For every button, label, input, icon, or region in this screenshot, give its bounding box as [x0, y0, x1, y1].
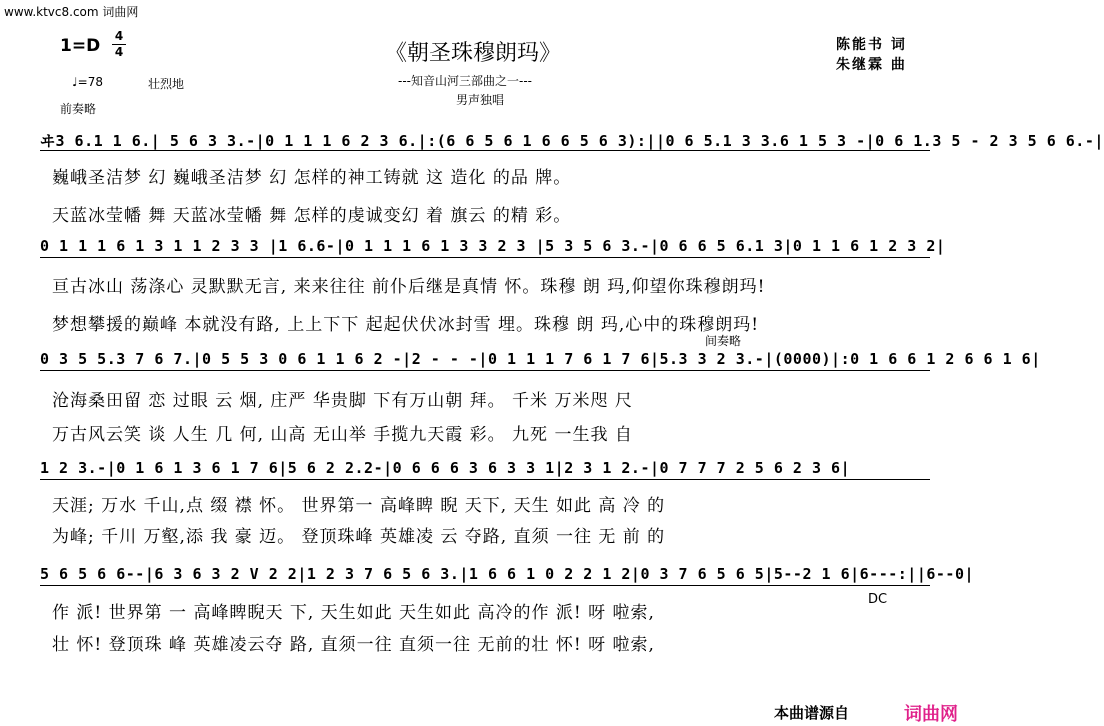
prelude-label: 前奏略 [60, 102, 97, 116]
lyric-line-5a: 作 派! 世界第 一 高峰睥睨天 下, 天生如此 天生如此 高冷的作 派! 呀 啦索, [52, 603, 655, 623]
song-title: 《朝圣珠穆朗玛》 [385, 41, 562, 66]
underline-2 [40, 257, 930, 258]
composer-credit: 朱继霖 曲 [836, 57, 907, 73]
tempo-mark: ♩=78 [72, 75, 103, 89]
lyric-line-2a: 亘古冰山 荡涤心 灵默默无言, 来来往往 前仆后继是真情 怀。珠穆 朗 玛,仰望你珠穆朗玛! [52, 277, 766, 297]
staff-line-1: ヰ3 6.1 1 6.| 5 6 3 3.-|0 1 1 1 6 2 3 6.|:(6 6 5 6 1 6 6 5 6 3):||0 6 5.1 3 3.6 1 5 3 -|0 6 1.3 5 - 2 3 5 6 6.-| [40, 132, 1104, 150]
lyricist-credit: 陈能书 词 [836, 37, 907, 53]
lyric-line-4b: 为峰; 千川 万壑,添 我 豪 迈。 登顶珠峰 英雄凌 云 夺路, 直须 一往 无 前 的 [52, 527, 666, 547]
underline-1 [40, 150, 930, 151]
site-watermark: www.ktvc8.com 词曲网 [4, 5, 139, 19]
time-signature [112, 30, 126, 59]
lyric-line-1b: 天蓝冰莹幡 舞 天蓝冰莹幡 舞 怎样的虔诚变幻 着 旗云 的精 彩。 [52, 206, 572, 226]
lyric-line-1a: 巍峨圣洁梦 幻 巍峨圣洁梦 幻 怎样的神工铸就 这 造化 的品 牌。 [52, 168, 572, 188]
lyric-line-2b: 梦想攀援的巅峰 本就没有路, 上上下下 起起伏伏冰封雪 埋。珠穆 朗 玛,心中的珠穆朗玛! [52, 315, 760, 335]
lyric-line-3a: 沧海桑田留 恋 过眼 云 烟, 庄严 华贵脚 下有万山朝 拜。 千米 万米咫 尺 [52, 391, 633, 411]
performer-note: 男声独唱 [456, 93, 505, 107]
staff-line-5: 5 6 5 6 6--|6 3 6 3 2 V 2 2|1 2 3 7 6 5 6 3.|1 6 6 1 0 2 2 1 2|0 3 7 6 5 6 5|5--2 1 6|6---:||6--0| [40, 565, 975, 583]
lyric-line-3b: 万古风云笑 谈 人生 几 何, 山高 无山举 手揽九天霞 彩。 九死 一生我 自 [52, 425, 633, 445]
underline-3 [40, 370, 930, 371]
lyric-line-4a: 天涯; 万水 千山,点 缀 襟 怀。 世界第一 高峰睥 睨 天下, 天生 如此 高 冷 的 [52, 496, 666, 516]
lyric-line-5b: 壮 怀! 登顶珠 峰 英雄凌云夺 路, 直须一往 直须一往 无前的壮 怀! 呀 啦索, [52, 635, 655, 655]
interlude-label: 间奏略 [705, 334, 742, 348]
subtitle: ---知音山河三部曲之一--- [398, 74, 532, 88]
staff-line-3: 0 3 5 5.3 7 6 7.|0 5 5 3 0 6 1 1 6 2 -|2 - - -|0 1 1 1 7 6 1 7 6|5.3 3 2 3.-|(0000)|:0 1 6 6 1 2 6 6 1 6| [40, 350, 1041, 368]
underline-4 [40, 479, 930, 480]
expression-mark: 壮烈地 [148, 77, 185, 91]
underline-5 [40, 585, 930, 586]
meter-bottom: 4 [114, 45, 124, 59]
key-signature: 1=D [60, 36, 101, 56]
dc-mark: DC [868, 592, 888, 607]
meter-top: 4 [114, 29, 124, 43]
site-logo[interactable]: 词曲网 [904, 704, 958, 725]
source-label: 本曲谱源自 [774, 704, 850, 722]
staff-line-2: 0 1 1 1 6 1 3 1 1 2 3 3 |1 6.6-|0 1 1 1 6 1 3 3 2 3 |5 3 5 6 3.-|0 6 6 5 6.1 3|0 1 1 6 1 2 3 2| [40, 237, 946, 255]
staff-line-4: 1 2 3.-|0 1 6 1 3 6 1 7 6|5 6 2 2.2-|0 6 6 6 3 6 3 3 1|2 3 1 2.-|0 7 7 7 2 5 6 2 3 6| [40, 459, 851, 477]
